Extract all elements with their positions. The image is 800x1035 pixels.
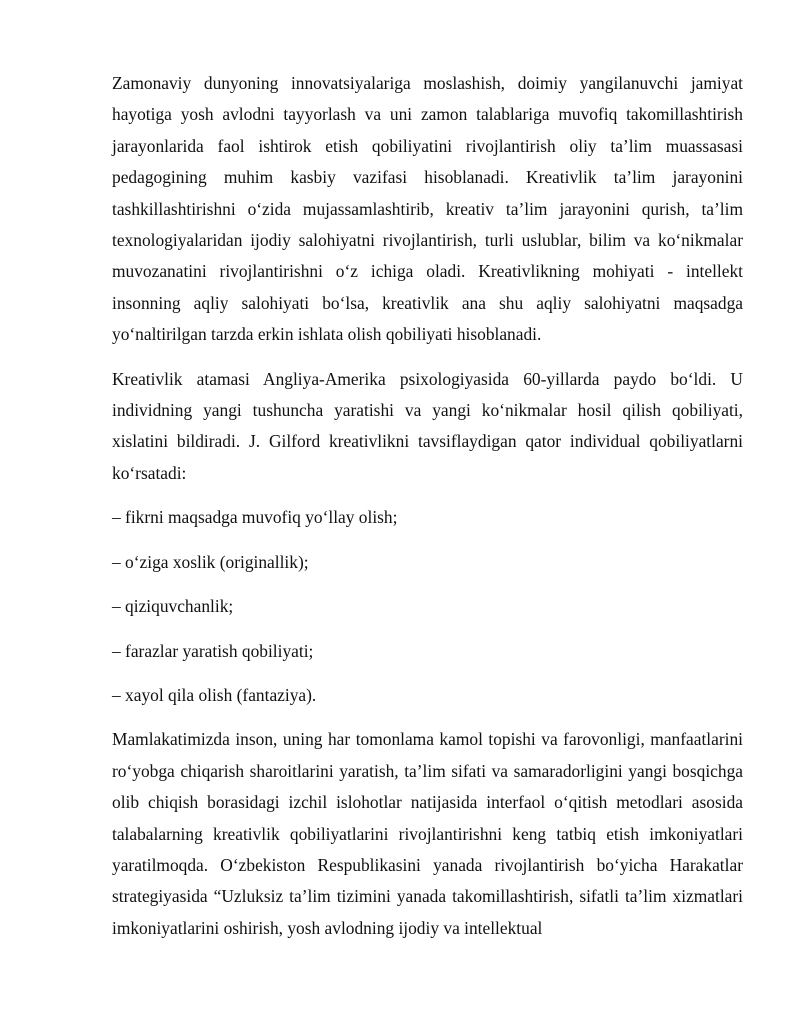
paragraph-creativity-term: Kreativlik atamasi Angliya-Amerika psixologiyasida 60-yillarda paydo bo‘ldi. U individning yangi tushuncha yaratishi va yangi ko‘nikmalar hosil qilish qobiliyati, xislatini bildiradi. J. Gilford kreativlikni tavsiflaydigan qator individual qobiliyatlarni ko‘rsatadi: [112, 368, 743, 483]
list-item: – qiziquvchanlik; [112, 596, 234, 617]
list-item: – fikrni maqsadga muvofiq yo‘llay olish; [112, 507, 398, 528]
paragraph-closing: Mamlakatimizda inson, uning har tomonlama kamol topishi va farovonligi, manfaatlarini ro‘yobga chiqarish sharoitlarini yaratish, ta’lim sifati va samaradorligini yangi bosqichga olib chiqish borasidagi izchil islohotlar natijasida interfaol o‘qitish metodlari asosida talabalarning kreativlik qobiliyatlarini rivojlantirishni keng tatbiq etish imkoniyatlari yaratilmoqda. O‘zbekiston Respublikasini yanada rivojlantirish bo‘yicha Harakatlar strategiyasida “Uzluksiz ta’lim tizimini yanada takomillashtirish, sifatli ta’lim xizmatlari imkoniyatlarini oshirish, yosh avlodning ijodiy va intellektual [112, 729, 743, 938]
list-item: – farazlar yaratish qobiliyati; [112, 640, 314, 661]
document-body [112, 68, 743, 944]
abilities-list [112, 502, 743, 711]
list-item: – xayol qila olish (fantaziya). [112, 684, 317, 705]
paragraph-intro: Zamonaviy dunyoning innovatsiyalariga moslashish, doimiy yangilanuvchi jamiyat hayotiga yosh avlodni tayyorlash va uni zamon talablariga muvofiq takomillashtirish jarayonlarida faol ishtirok etish qobiliyatini rivojlantirish oliy ta’lim muassasasi pedagogining muhim kasbiy vazifasi hisoblanadi. Kreativlik ta’lim jarayonini tashkillashtirishni o‘zida mujassamlashtirib, kreativ ta’lim jarayonini qurish, ta’lim texnologiyalaridan ijodiy salohiyatni rivojlantirish, turli uslublar, bilim va ko‘nikmalar muvozanatini rivojlantirishni o‘z ichiga oladi. Kreativlikning mohiyati - intellekt insonning aqliy salohiyati bo‘lsa, kreativlik ana shu aqliy salohiyatni maqsadga yo‘naltirilgan tarzda erkin ishlata olish qobiliyati hisoblanadi. [112, 73, 743, 345]
list-item: – o‘ziga xoslik (originallik); [112, 551, 309, 572]
